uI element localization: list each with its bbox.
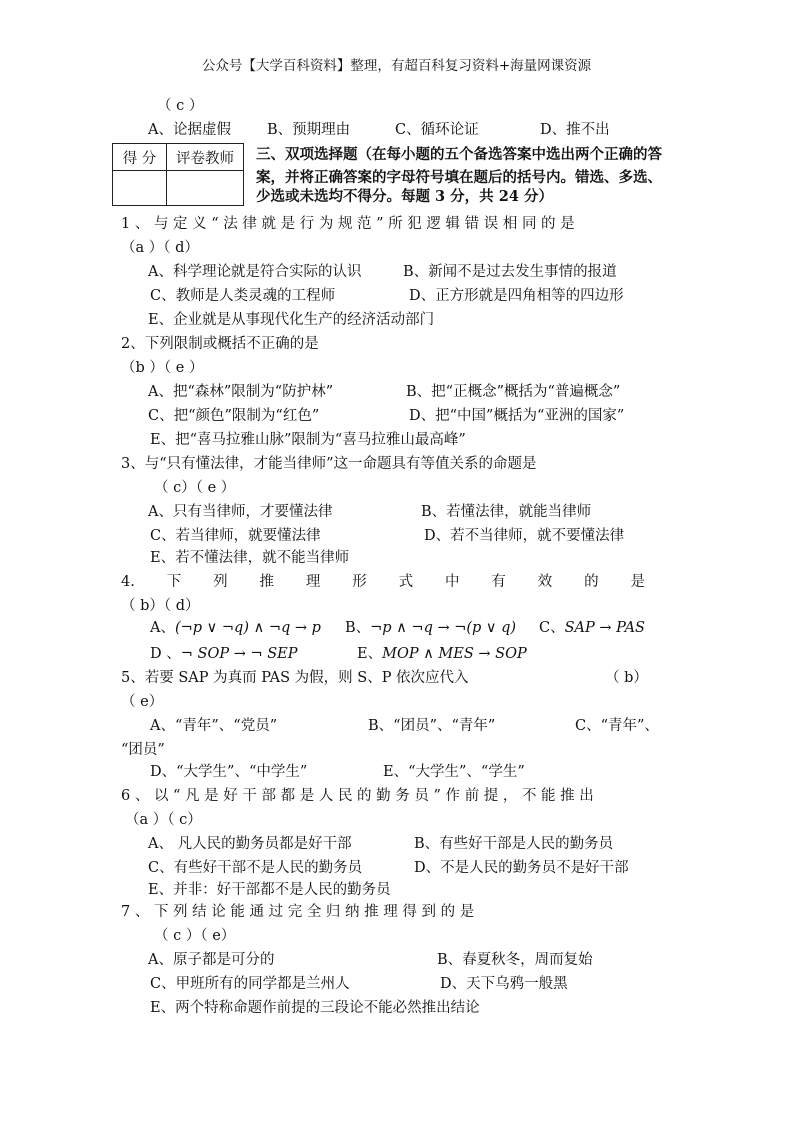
q7-option-c: C、甲班所有的同学都是兰州人: [150, 976, 350, 992]
section-heading-2: 案，并将正确答案的字母符号填在题后的括号内。错选、多选、: [256, 169, 662, 186]
option-c: C、循环论证: [395, 122, 479, 138]
q4-option-c-formula: SAP → PAS: [564, 620, 645, 636]
q4-char: 推: [259, 574, 274, 590]
q3-option-d: D、若不当律师，就不要懂法律: [424, 528, 625, 544]
q3-option-b: B、若懂法律，就能当律师: [421, 504, 592, 520]
q4-char: 是: [630, 574, 645, 590]
question-7-text: 7 、 下 列 结 论 能 通 过 完 全 归 纳 推 理 得 到 的 是: [121, 904, 475, 920]
q4-char: 4.: [121, 574, 135, 590]
q4-option-b-formula: ¬p ∧ ¬q → ¬(p ∨ q): [370, 620, 517, 636]
q3-option-e: E、若不懂法律，就不能当律师: [150, 550, 350, 566]
q4-option-c: [539, 618, 645, 638]
question-6-text: 6 、 以 “ 凡 是 好 干 部 都 是 人 民 的 勤 务 员 ” 作 前 提 ， 不 能 推 出: [121, 788, 594, 804]
q4-option-a-formula: (¬p ∨ ¬q) ∧ ¬q → p: [174, 620, 321, 636]
q4-option-b: [345, 618, 516, 638]
question-5-answer-2: （ e）: [121, 694, 164, 710]
q1-option-a: A、科学理论就是符合实际的认识: [148, 264, 362, 280]
option-b: B、预期理由: [267, 122, 351, 138]
q4-char: 理: [305, 574, 321, 590]
q7-option-b: B、春夏秋冬，周而复始: [437, 952, 593, 968]
q4-char: 中: [444, 574, 460, 590]
q5-option-c-cont: “团员”: [121, 742, 165, 758]
q2-option-a: A、把“森林”限制为“防护林”: [148, 384, 334, 400]
q4-option-d: [150, 644, 298, 664]
score-header: 得 分: [113, 144, 167, 171]
question-5-text: 5、若要 SAP 为真而 PAS 为假，则 S、P 依次应代入: [121, 670, 469, 686]
score-cell: [113, 171, 167, 206]
q4-char: 列: [213, 574, 228, 590]
q4-option-b-label: B、: [345, 620, 371, 636]
q4-char: 形: [352, 574, 367, 590]
q2-option-e: E、把“喜马拉雅山脉”限制为“喜马拉雅山最高峰”: [150, 432, 466, 448]
section-heading-3: 少选或未选均不得分。每题 3 分，共 24 分）: [256, 188, 553, 205]
q5-option-b: B、“团员”、“青年”: [368, 718, 496, 734]
question-7-answer: （ c ）（ e）: [154, 928, 236, 944]
question-4-text: [121, 572, 645, 592]
q1-option-b: B、新闻不是过去发生事情的报道: [403, 264, 617, 280]
prev-answer: （ c ）: [157, 98, 204, 114]
q4-option-e: [357, 644, 527, 664]
q2-option-c: C、把“颜色”限制为“红色”: [148, 408, 320, 424]
q5-option-a: A、“青年”、“党员”: [150, 718, 278, 734]
q4-option-a: [150, 618, 321, 638]
q1-option-e: E、企业就是从事现代化生产的经济活动部门: [148, 312, 435, 328]
q6-option-b: B、有些好干部是人民的勤务员: [414, 836, 614, 852]
question-2-text: 2、下列限制或概括不正确的是: [121, 336, 319, 352]
section-heading-1: 三、双项选择题（在每小题的五个备选答案中选出两个正确的答: [256, 146, 662, 163]
q3-option-c: C、若当律师，就要懂法律: [150, 528, 321, 544]
q4-char: 效: [537, 574, 553, 590]
q4-option-a-label: A、: [150, 620, 175, 636]
q4-option-d-formula: ¬ SOP → ¬ SEP: [180, 646, 298, 662]
q6-option-c: C、有些好干部不是人民的勤务员: [148, 860, 363, 876]
q4-option-c-label: C、: [539, 620, 565, 636]
q6-option-a: A、 凡人民的勤务员都是好干部: [148, 836, 352, 852]
q5-option-c: C、“青年”、: [575, 718, 659, 734]
question-1-answer: （a ）（ d）: [121, 240, 199, 256]
option-a: A、论据虚假: [148, 122, 231, 138]
q2-option-b: B、把“正概念”概括为“普遍概念”: [406, 384, 621, 400]
q4-char: 下: [166, 574, 182, 590]
q7-option-e: E、两个特称命题作前提的三段论不能必然推出结论: [150, 1000, 480, 1016]
q5-option-e: E、“大学生”、“学生”: [383, 764, 525, 780]
grader-header: 评卷教师: [167, 144, 244, 171]
q4-char: 有: [491, 574, 506, 590]
grading-table: [112, 143, 244, 206]
q4-option-e-label: E、: [357, 646, 383, 662]
q4-char: 式: [398, 574, 414, 590]
question-5-answer-1: （ b）: [605, 670, 648, 686]
q7-option-a: A、原子都是可分的: [148, 952, 275, 968]
q4-char: 的: [584, 574, 599, 590]
q6-option-d: D、不是人民的勤务员不是好干部: [414, 860, 629, 876]
q7-option-d: D、天下乌鸦一般黑: [440, 976, 568, 992]
q1-option-d: D、正方形就是四角相等的四边形: [409, 288, 624, 304]
q6-option-e: E、并非：好干部都不是人民的勤务员: [148, 882, 391, 898]
q2-option-d: D、把“中国”概括为“亚洲的国家”: [409, 408, 625, 424]
question-4-answer: （ b）（ d）: [121, 598, 200, 614]
question-6-answer: （a ）（ c）: [125, 812, 202, 828]
q3-option-a: A、只有当律师，才要懂法律: [148, 504, 333, 520]
q4-option-d-label: D 、: [150, 646, 181, 662]
option-d: D、推不出: [540, 122, 610, 138]
page-header: 公众号【大学百科资料】整理，有超百科复习资料+海量网课资源: [201, 58, 592, 74]
question-1-text: 1 、 与 定 义 “ 法 律 就 是 行 为 规 范 ” 所 犯 逻 辑 错 误 相 同 的 是: [121, 216, 575, 232]
q5-option-d: D、“大学生”、“中学生”: [150, 764, 308, 780]
question-3-answer: （ c）（ e ）: [154, 480, 236, 496]
question-2-answer: （b ）（ e ）: [121, 360, 204, 376]
grader-cell: [167, 171, 244, 206]
q1-option-c: C、教师是人类灵魂的工程师: [150, 288, 336, 304]
q4-option-e-formula: MOP ∧ MES → SOP: [382, 646, 527, 662]
question-3-text: 3、与“只有懂法律，才能当律师”这一命题具有等值关系的命题是: [121, 456, 537, 472]
